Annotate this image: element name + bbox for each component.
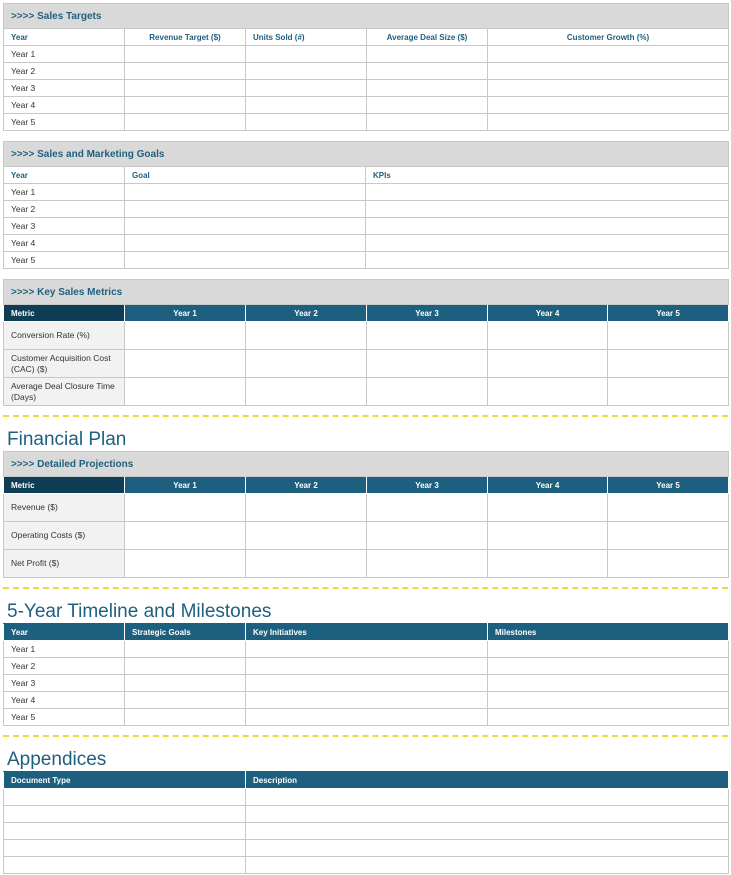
key-metrics-title: >>>> Key Sales Metrics: [4, 280, 729, 305]
table-row: [4, 80, 729, 97]
table-cell[interactable]: [4, 789, 246, 806]
table-cell[interactable]: [125, 709, 246, 726]
col-header-year-2: Year 2: [246, 477, 367, 494]
row-label: Year 3: [4, 218, 125, 235]
row-label: Net Profit ($): [4, 550, 125, 578]
col-header-year-3: Year 3: [367, 305, 488, 322]
col-header-metric: Metric: [4, 305, 125, 322]
table-cell[interactable]: [246, 658, 488, 675]
table-cell[interactable]: [246, 840, 729, 857]
appendices-heading: Appendices: [7, 749, 107, 770]
row-label: Year 4: [4, 692, 125, 709]
table-row: [4, 806, 729, 823]
table-cell[interactable]: [367, 322, 488, 350]
col-header-milestones: Milestones: [488, 624, 729, 641]
col-header-strategic-goals: Strategic Goals: [125, 624, 246, 641]
table-cell[interactable]: [125, 97, 246, 114]
table-cell[interactable]: [488, 350, 608, 378]
table-cell[interactable]: [608, 350, 729, 378]
table-cell[interactable]: [488, 550, 608, 578]
sales-targets-section: [3, 3, 728, 131]
row-label: Year 4: [4, 97, 125, 114]
row-label: Average Deal Closure Time (Days): [4, 378, 125, 406]
table-cell[interactable]: [246, 806, 729, 823]
row-label: Year 5: [4, 252, 125, 269]
table-cell[interactable]: [125, 641, 246, 658]
table-cell[interactable]: [125, 658, 246, 675]
table-row: [4, 823, 729, 840]
table-row: [4, 322, 729, 350]
sales-targets-title: >>>> Sales Targets: [4, 4, 729, 29]
row-label: Revenue ($): [4, 494, 125, 522]
table-cell[interactable]: [125, 322, 246, 350]
table-cell[interactable]: [488, 641, 729, 658]
table-cell[interactable]: [246, 550, 367, 578]
table-cell[interactable]: [125, 218, 366, 235]
table-cell[interactable]: [367, 80, 488, 97]
table-cell[interactable]: [366, 184, 729, 201]
table-cell[interactable]: [125, 63, 246, 80]
table-row: [4, 522, 729, 550]
table-cell[interactable]: [246, 522, 367, 550]
table-row: [4, 46, 729, 63]
row-label: Conversion Rate (%): [4, 322, 125, 350]
table-row: [4, 709, 729, 726]
table-cell[interactable]: [246, 709, 488, 726]
row-label: Year 1: [4, 46, 125, 63]
table-cell[interactable]: [125, 378, 246, 406]
table-cell[interactable]: [246, 80, 367, 97]
table-row: [4, 658, 729, 675]
table-cell[interactable]: [488, 494, 608, 522]
table-row: [4, 201, 729, 218]
table-cell[interactable]: [125, 522, 246, 550]
row-label: Year 3: [4, 675, 125, 692]
table-cell[interactable]: [488, 675, 729, 692]
table-cell[interactable]: [366, 235, 729, 252]
table-row: [4, 550, 729, 578]
table-cell[interactable]: [367, 46, 488, 63]
row-label: Year 5: [4, 709, 125, 726]
col-header-kpis: KPIs: [366, 167, 729, 184]
table-cell[interactable]: [488, 97, 729, 114]
detailed-projections-section: [3, 451, 728, 578]
table-cell[interactable]: [366, 218, 729, 235]
financial-plan-heading: Financial Plan: [7, 429, 127, 450]
col-header-units-sold: Units Sold (#): [246, 29, 367, 46]
key-metrics-section: [3, 279, 728, 406]
timeline-heading: 5-Year Timeline and Milestones: [7, 601, 272, 622]
table-cell[interactable]: [125, 692, 246, 709]
table-cell[interactable]: [367, 494, 488, 522]
row-label: Year 2: [4, 63, 125, 80]
col-header-metric: Metric: [4, 477, 125, 494]
row-label: Year 2: [4, 201, 125, 218]
col-header-average-deal-size: Average Deal Size ($): [367, 29, 488, 46]
table-cell[interactable]: [488, 378, 608, 406]
col-header-goal: Goal: [125, 167, 366, 184]
table-cell[interactable]: [125, 46, 246, 63]
col-header-customer-growth: Customer Growth (%): [488, 29, 729, 46]
table-row: [4, 350, 729, 378]
col-header-year-5: Year 5: [608, 305, 729, 322]
table-cell[interactable]: [246, 857, 729, 874]
table-cell[interactable]: [367, 114, 488, 131]
table-cell[interactable]: [125, 184, 366, 201]
table-cell[interactable]: [488, 46, 729, 63]
table-cell[interactable]: [125, 252, 366, 269]
table-row: [4, 252, 729, 269]
table-cell[interactable]: [125, 114, 246, 131]
col-header-key-initiatives: Key Initiatives: [246, 624, 488, 641]
row-label: Year 1: [4, 184, 125, 201]
appendices-section: [3, 771, 728, 874]
marketing-goals-title: >>>> Sales and Marketing Goals: [4, 142, 729, 167]
table-cell[interactable]: [4, 823, 246, 840]
table-cell[interactable]: [608, 322, 729, 350]
table-cell[interactable]: [608, 522, 729, 550]
col-header-description: Description: [246, 772, 729, 789]
table-cell[interactable]: [246, 675, 488, 692]
table-cell[interactable]: [246, 114, 367, 131]
col-header-year: Year: [4, 167, 125, 184]
table-cell[interactable]: [488, 709, 729, 726]
section-divider: [3, 415, 728, 417]
col-header-year-1: Year 1: [125, 305, 246, 322]
table-cell[interactable]: [246, 46, 367, 63]
table-cell[interactable]: [488, 63, 729, 80]
section-divider: [3, 735, 728, 737]
table-row: [4, 63, 729, 80]
table-row: [4, 378, 729, 406]
row-label: Year 1: [4, 641, 125, 658]
table-cell[interactable]: [367, 350, 488, 378]
timeline-section: [3, 623, 728, 726]
table-row: [4, 789, 729, 806]
col-header-year-4: Year 4: [488, 477, 608, 494]
marketing-goals-section: [3, 141, 728, 269]
row-label: Year 5: [4, 114, 125, 131]
col-header-year-5: Year 5: [608, 477, 729, 494]
table-cell[interactable]: [246, 823, 729, 840]
table-cell[interactable]: [367, 97, 488, 114]
table-cell[interactable]: [125, 350, 246, 378]
col-header-year-2: Year 2: [246, 305, 367, 322]
table-cell[interactable]: [246, 692, 488, 709]
table-row: [4, 675, 729, 692]
table-cell[interactable]: [367, 378, 488, 406]
row-label: Year 3: [4, 80, 125, 97]
col-header-year: Year: [4, 624, 125, 641]
table-cell[interactable]: [488, 322, 608, 350]
table-cell[interactable]: [366, 252, 729, 269]
table-row: [4, 641, 729, 658]
table-row: [4, 184, 729, 201]
table-cell[interactable]: [125, 80, 246, 97]
table-cell[interactable]: [125, 550, 246, 578]
col-header-year-4: Year 4: [488, 305, 608, 322]
detailed-projections-title: >>>> Detailed Projections: [4, 452, 729, 477]
table-row: [4, 840, 729, 857]
table-cell[interactable]: [246, 378, 367, 406]
table-cell[interactable]: [246, 494, 367, 522]
table-cell[interactable]: [367, 550, 488, 578]
table-cell[interactable]: [366, 201, 729, 218]
table-cell[interactable]: [246, 350, 367, 378]
col-header-year: Year: [4, 29, 125, 46]
table-row: [4, 494, 729, 522]
table-cell[interactable]: [125, 675, 246, 692]
table-cell[interactable]: [246, 97, 367, 114]
table-cell[interactable]: [488, 658, 729, 675]
table-row: [4, 218, 729, 235]
row-label: Year 2: [4, 658, 125, 675]
table-cell[interactable]: [246, 641, 488, 658]
row-label: Year 4: [4, 235, 125, 252]
table-cell[interactable]: [367, 63, 488, 80]
section-divider: [3, 587, 728, 589]
col-header-year-3: Year 3: [367, 477, 488, 494]
table-cell[interactable]: [608, 378, 729, 406]
table-cell[interactable]: [4, 806, 246, 823]
table-cell[interactable]: [125, 494, 246, 522]
table-row: [4, 857, 729, 874]
table-row: [4, 235, 729, 252]
table-cell[interactable]: [608, 494, 729, 522]
table-row: [4, 114, 729, 131]
table-cell[interactable]: [125, 201, 366, 218]
table-cell[interactable]: [246, 63, 367, 80]
table-row: [4, 692, 729, 709]
table-cell[interactable]: [246, 789, 729, 806]
table-cell[interactable]: [488, 692, 729, 709]
table-cell[interactable]: [488, 80, 729, 97]
col-header-year-1: Year 1: [125, 477, 246, 494]
table-cell[interactable]: [4, 857, 246, 874]
row-label: Customer Acquisition Cost (CAC) ($): [4, 350, 125, 378]
table-cell[interactable]: [488, 522, 608, 550]
col-header-document-type: Document Type: [4, 772, 246, 789]
table-cell[interactable]: [608, 550, 729, 578]
table-cell[interactable]: [125, 235, 366, 252]
col-header-revenue-target: Revenue Target ($): [125, 29, 246, 46]
table-cell[interactable]: [4, 840, 246, 857]
table-row: [4, 97, 729, 114]
table-cell[interactable]: [367, 522, 488, 550]
row-label: Operating Costs ($): [4, 522, 125, 550]
table-cell[interactable]: [488, 114, 729, 131]
table-cell[interactable]: [246, 322, 367, 350]
